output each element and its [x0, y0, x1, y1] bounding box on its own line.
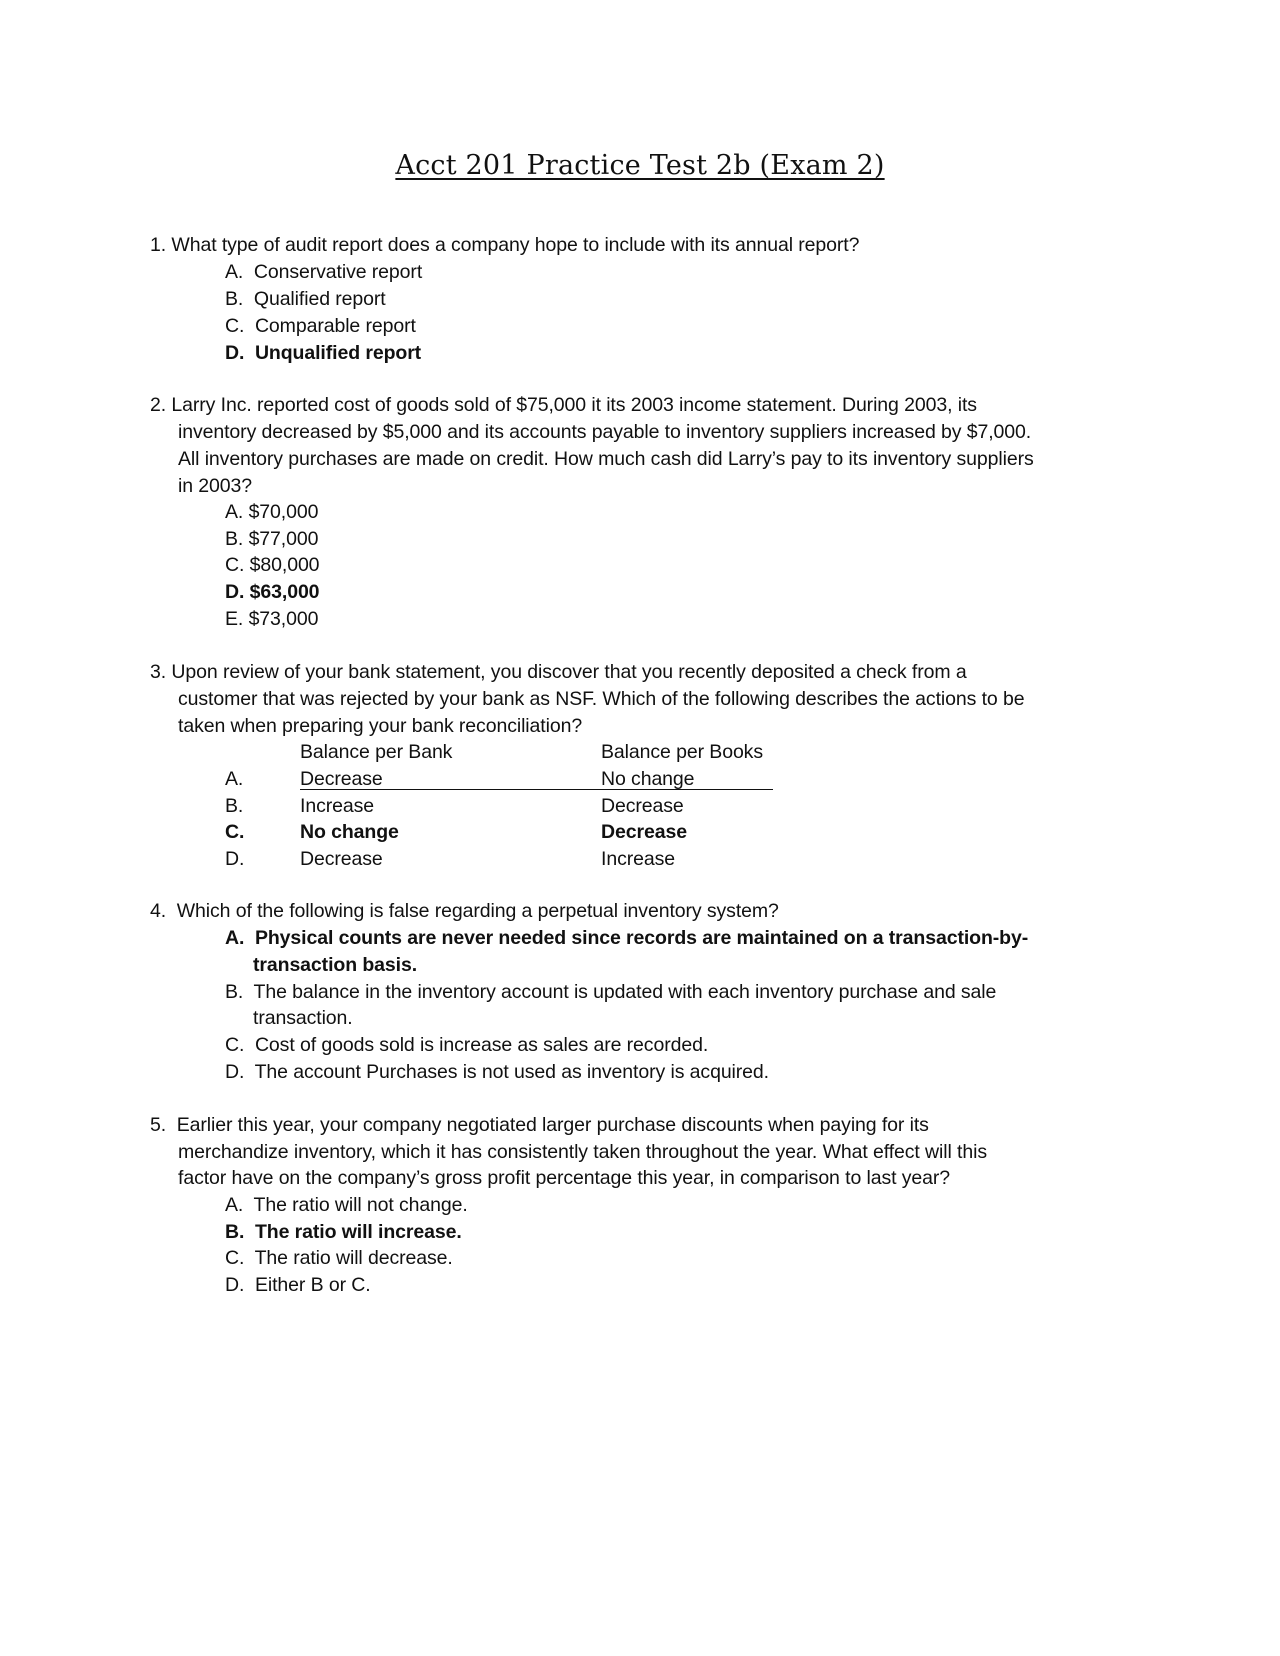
- question-1-option-b: B. Qualified report: [225, 288, 386, 310]
- page-title: Acct 201 Practice Test 2b (Exam 2): [395, 150, 885, 181]
- row-books-value: No change: [601, 768, 695, 790]
- row-bank-value: No change: [300, 821, 399, 843]
- question-5-text-line-1: 5. Earlier this year, your company negotiated larger purchase discounts when paying for its: [150, 1114, 929, 1136]
- table-header-books: Balance per Books: [601, 741, 763, 763]
- question-1-option-d-correct: D. Unqualified report: [225, 342, 422, 364]
- row-label: B.: [225, 795, 244, 817]
- question-2-text-line-3: All inventory purchases are made on credit. How much cash did Larry’s pay to its inventory suppliers: [178, 448, 1034, 470]
- row-label: C.: [225, 821, 245, 843]
- question-5-option-d: D. Either B or C.: [225, 1274, 371, 1296]
- question-1-option-c: C. Comparable report: [225, 315, 416, 337]
- question-2-option-e: E. $73,000: [225, 608, 319, 630]
- row-label: D.: [225, 848, 245, 870]
- question-2-text-line-4: in 2003?: [178, 475, 253, 497]
- row-books-value: Increase: [601, 848, 675, 870]
- question-4-option-c: C. Cost of goods sold is increase as sales are recorded.: [225, 1034, 709, 1056]
- question-2-option-a: A. $70,000: [225, 501, 319, 523]
- question-3-text-line-3: taken when preparing your bank reconciliation?: [178, 715, 583, 737]
- question-2-option-b: B. $77,000: [225, 528, 319, 550]
- question-3-text-line-2: customer that was rejected by your bank as NSF. Which of the following describes the actions to be: [178, 688, 1025, 710]
- question-4-option-a-cont: transaction basis.: [253, 954, 418, 976]
- row-books-value: Decrease: [601, 821, 687, 843]
- row-label: A.: [225, 768, 244, 790]
- question-5-text-line-2: merchandize inventory, which it has consistently taken throughout the year. What effect will this: [178, 1141, 987, 1163]
- row-bank-value: Increase: [300, 795, 374, 817]
- question-2-option-c: C. $80,000: [225, 554, 320, 576]
- question-1-text: 1. What type of audit report does a company hope to include with its annual report?: [150, 234, 860, 256]
- question-5-option-c: C. The ratio will decrease.: [225, 1247, 453, 1269]
- row-books-value: Decrease: [601, 795, 684, 817]
- question-4-text: 4. Which of the following is false regarding a perpetual inventory system?: [150, 900, 779, 922]
- question-5-text-line-3: factor have on the company’s gross profit percentage this year, in comparison to last year?: [178, 1167, 951, 1189]
- question-1-option-a: A. Conservative report: [225, 261, 423, 283]
- row-bank-value: Decrease: [300, 848, 383, 870]
- question-4-option-b: B. The balance in the inventory account is updated with each inventory purchase and sale: [225, 981, 997, 1003]
- question-4-option-a-correct: A. Physical counts are never needed since records are maintained on a transaction-by-: [225, 927, 1029, 949]
- question-2-text-line-1: 2. Larry Inc. reported cost of goods sold of $75,000 it its 2003 income statement. During 2003, its: [150, 394, 977, 416]
- question-3-text-line-1: 3. Upon review of your bank statement, you discover that you recently deposited a check from a: [150, 661, 967, 683]
- question-5-option-b-correct: B. The ratio will increase.: [225, 1221, 462, 1243]
- question-5-option-a: A. The ratio will not change.: [225, 1194, 468, 1216]
- question-2-text-line-2: inventory decreased by $5,000 and its accounts payable to inventory suppliers increased by $7,000.: [178, 421, 1032, 443]
- question-4-option-b-cont: transaction.: [253, 1007, 353, 1029]
- table-header-bank: Balance per Bank: [300, 741, 453, 763]
- row-bank-value: Decrease: [300, 768, 383, 790]
- question-2-option-d-correct: D. $63,000: [225, 581, 320, 603]
- question-4-option-d: D. The account Purchases is not used as inventory is acquired.: [225, 1061, 769, 1083]
